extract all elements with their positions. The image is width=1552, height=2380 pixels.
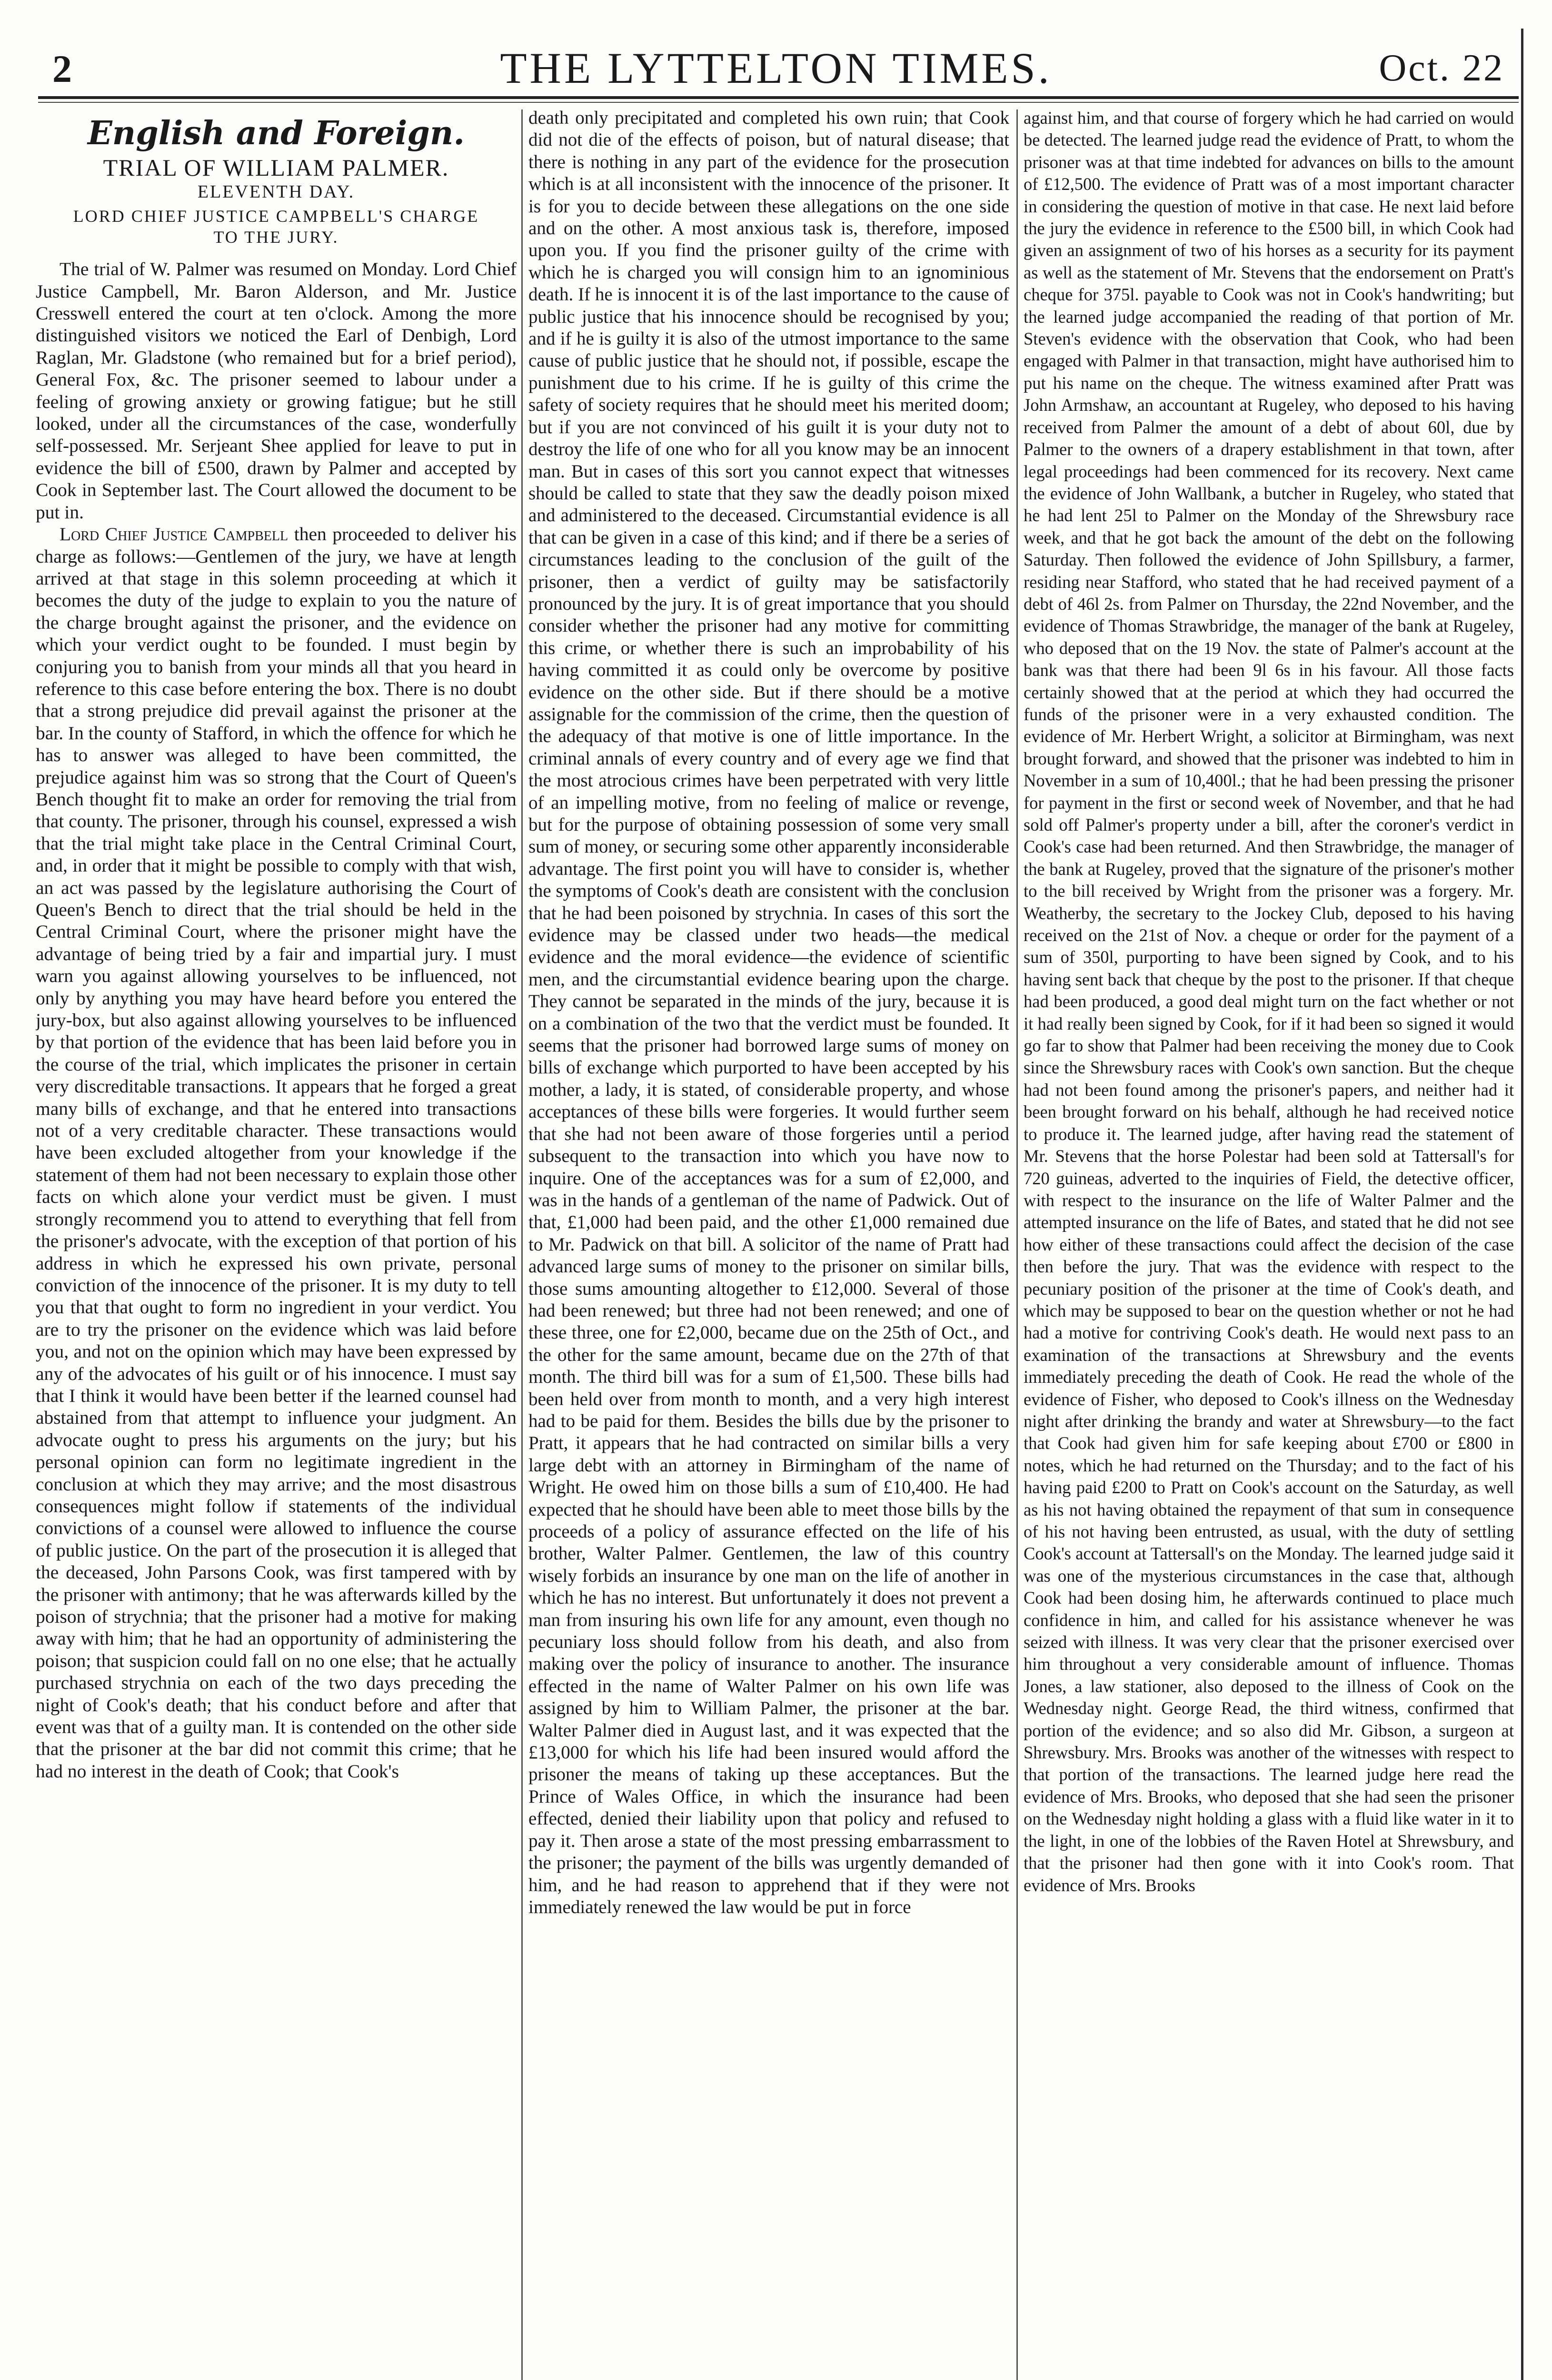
article-subtitle: LORD CHIEF JUSTICE CAMPBELL'S CHARGE TO THE JURY. — [73, 207, 479, 247]
column-1 — [36, 107, 517, 2380]
speaker-name: Lord Chief Justice Campbell — [60, 524, 289, 545]
article-paragraph: death only precipitated and completed his own ruin; that Cook did not die of the effects of poison, but of natural disease; that there is nothing in any part of the evidence for the prosecution which is at all inconsistent with the innocence of the prisoner. It is for you to decide between these allegations on the one side and on the other. A most anxious task is, therefore, imposed upon you. If you find the prisoner guilty of the crime with which he is charged you will consign him to an ignominious death. If he is innocent it is of the last importance to the cause of public justice that his innocence should be recognised by you; and if he is guilty it is also of the utmost importance to the same cause of public justice that he should not, if possible, escape the punishment due to his crime. If he is guilty of this crime the safety of society requires that he should meet his merited doom; but if you are not convinced of his guilt it is your duty not to destroy the life of one who for all you know may be an innocent man. But in cases of this sort you cannot expect that witnesses should be called to state that they saw the deadly poison mixed and administered to the deceased. Circumstantial evidence is all that can be given in a case of this kind; and if there be a series of circumstances leading to the conclusion of the guilt of the prisoner, then a verdict of guilty may be satisfactorily pronounced by the jury. It is of great importance that you should consider whether the prisoner had any motive for committing this crime, or whether there is such an improbability of his having committed it as could only be overcome by positive evidence on the other side. But if there should be a motive assignable for the commission of the crime, then the question of the adequacy of that motive is one of little importance. In the criminal annals of every country and of every age we find that the most atrocious crimes have been perpetrated with very little of an impelling motive, from no feeling of malice or revenge, but for the purpose of obtaining possession of some very small sum of money, or securing some other apparently inconsiderable advantage. The first point you will have to consider is, whether the symptoms of Cook's death are consistent with the conclusion that he had been poisoned by strychnia. In cases of this sort the evidence may be classed under two heads—the medical evidence and the moral evidence—the evidence of scientific men, and the circumstantial evidence bearing upon the charge. They cannot be separated in the minds of the jury, because it is on a combination of the two that the verdict must be founded. It seems that the prisoner had borrowed large sums of money on bills of exchange which purported to have been accepted by his mother, a lady, it is stated, of considerable property, and whose acceptances of these bills were forgeries. It would further seem that she had not been aware of those forgeries until a period subsequent to the transaction into which you have now to inquire. One of the acceptances was for a sum of £2,000, and was in the hands of a gentleman of the name of Padwick. Out of that, £1,000 had been paid, and the other £1,000 remained due to Mr. Padwick on that bill. A solicitor of the name of Pratt had advanced large sums of money to the prisoner on similar bills, those sums amounting altogether to £12,000. Several of those had been renewed; but three had not been renewed; and one of these three, one for £2,000, became due on the 25th of Oct., and the other for the same amount, became due on the 27th of that month. The third bill was for a sum of £1,500. These bills had been held over from month to month, and a very high interest had to be paid for them. Besides the bills due by the prisoner to Pratt, it appears that he had contracted on similar bills a very large debt with an attorney in Birmingham of the name of Wright. He owed him on those bills a sum of £10,400. He had expected that he should have been able to meet those bills by the proceeds of a policy of assurance effected on the life of his brother, Walter Palmer. Gentlemen, the law of this country wisely forbids an insurance by one man on the life of another in which he has no interest. But unfortunately it does not prevent a man from insuring his own life for any amount, even though no pecuniary loss should follow from his death, and also from making over the policy of insurance to another. The insurance effected in the name of Walter Palmer on his own life was assigned by him to William Palmer, the prisoner at the bar. Walter Palmer died in August last, and it was expected that the £13,000 for which his life had been insured would afford the prisoner the means of taking up these acceptances. But the Prince of Wales Office, in which the insurance had been effected, denied their liability upon that policy and refused to pay it. Then arose a state of the most pressing embarrassment to the prisoner; the payment of the bills was urgently demanded of him, and he had reason to apprehend that if they were not immediately renewed the law would be put in force — [528, 108, 1009, 1917]
section-heading: English and Foreign. — [87, 114, 465, 152]
column-3 — [1024, 107, 1514, 2380]
article-paragraph: The trial of W. Palmer was resumed on Monday. Lord Chief Justice Campbell, Mr. Baron Alderson, and Mr. Justice Cresswell entered the court at ten o'clock. Among the more distinguished visitors we noticed the Earl of Denbigh, Lord Raglan, Mr. Gladstone (who remained but for a brief period), General Fox, &c. The prisoner seemed to labour under a feeling of growing anxiety or growing fatigue; but he still looked, under all the circumstances of the case, wonderfully self-possessed. Mr. Serjeant Shee applied for leave to put in evidence the bill of £500, drawn by Palmer and accepted by Cook in September last. The Court allowed the document to be put in. — [36, 258, 517, 523]
article-day: ELEVENTH DAY. — [197, 181, 355, 202]
paragraph-text: then proceeded to deliver his charge as follows:—Gentlemen of the jury, we have at length arrived at that stage in this solemn proceeding at which it becomes the duty of the judge to explain to you the nature of the charge brought against the prisoner, and the evidence on which your verdict ought to be founded. I must begin by conjuring you to banish from your minds all that you heard in reference to this case before entering the box. There is no doubt that a strong prejudice did prevail against the prisoner at the bar. In the county of Stafford, in which the offence for which he has to answer was alleged to have been committed, the prejudice against him was so strong that the Court of Queen's Bench thought fit to make an order for removing the trial from that county. The prisoner, through his counsel, expressed a wish that the trial might take place in the Central Criminal Court, and, in order that it might be possible to comply with that wish, an act was passed by the legislature authorising the Court of Queen's Bench to direct that the trial should be held in the Central Criminal Court, where the prisoner might have the advantage of being tried by a fair and impartial jury. I must warn you against allowing yourselves to be influenced, not only by anything you may have heard before you entered the jury-box, but also against allowing yourselves to be influenced by that portion of the evidence that has been laid before you in the course of the trial, which implicates the prisoner in certain very discreditable transactions. It appears that he forged a great many bills of exchange, and that he entered into transactions not of a very creditable character. These transactions would have been excluded altogether from your knowledge if the statement of them had not been necessary to explain those other facts on which alone your verdict must be given. I must strongly recommend you to attend to everything that fell from the prisoner's advocate, with the exception of that portion of his address in which he expressed his own private, personal conviction of the innocence of the prisoner. It is my duty to tell you that that ought to form no ingredient in your verdict. You are to try the prisoner on the evidence which was laid before you, and not on the opinion which may have been expressed by any of the advocates of his guilt or of his innocence. I must say that I think it would have been better if the learned counsel had abstained from that attempt to influence your judgment. An advocate ought to press his arguments on the jury; but his personal opinion can form no legitimate ingredient in the conclusion at which they may arrive; and the most disastrous consequences might follow if statements of the individual convictions of a counsel were allowed to influence the course of public justice. On the part of the prosecution it is alleged that the deceased, John Parsons Cook, was first tampered with by the prisoner with antimony; that he was afterwards killed by the poison of strychnia; that the prisoner had a motive for making away with him; that he had an opportunity of administering the poison; that suspicion could fall on no one else; that he actually purchased strychnia on each of the two days preceding the night of Cook's death; that his conduct before and after that event was that of a guilty man. It is contended on the other side that the prisoner at the bar did not commit this crime; that he had no interest in the death of Cook; that Cook's — [36, 524, 517, 1782]
column-divider — [1016, 109, 1018, 2380]
masthead — [33, 38, 1519, 90]
issue-date: Oct. 22 — [1379, 47, 1504, 89]
masthead-rule-thin — [38, 102, 1519, 103]
newspaper-title: THE LYTTELTON TIMES. — [500, 44, 1052, 92]
column-2 — [528, 107, 1009, 2380]
page-edge-rule — [1521, 29, 1523, 2380]
page-number: 2 — [52, 47, 72, 90]
article-paragraph — [36, 523, 517, 1782]
article-title: TRIAL OF WILLIAM PALMER. — [103, 154, 449, 181]
column-divider — [521, 109, 523, 2380]
masthead-rule — [38, 96, 1519, 99]
article-paragraph: against him, and that course of forgery which he had carried on would be detected. The learned judge read the evidence of Pratt, to whom the prisoner was at that time indebted for advances on bills to the amount of £12,500. The evidence of Pratt was of a most important character in considering the question of motive in that case. He next laid before the jury the evidence in reference to the £500 bill, in which Cook had given an assignment of two of his horses as a security for its payment as well as the statement of Mr. Stevens that the endorsement on Pratt's cheque for 375l. payable to Cook was not in Cook's handwriting; but the learned judge accompanied the reading of that portion of Mr. Steven's evidence with the observation that Cook, who had been engaged with Palmer in that transaction, might have authorised him to put his name on the cheque. The witness examined after Pratt was John Armshaw, an accountant at Rugeley, who deposed to his having received from Palmer the amount of a debt of about 60l, due by Palmer to the owners of a drapery establishment in that town, after legal proceedings had been commenced for its recovery. Next came the evidence of John Wallbank, a butcher in Rugeley, who stated that he had lent 25l to Palmer on the Monday of the Shrewsbury race week, and that he got back the amount of the debt on the following Saturday. Then followed the evidence of John Spillsbury, a farmer, residing near Stafford, who stated that he had received payment of a debt of 46l 2s. from Palmer on Thursday, the 22nd November, and the evidence of Thomas Strawbridge, the manager of the bank at Rugeley, who deposed that on the 19 Nov. the state of Palmer's account at the bank was that there had been 9l 6s in his favour. All those facts certainly showed that at the period at which they had occurred the funds of the prisoner were in a very exhausted condition. The evidence of Mr. Herbert Wright, a solicitor at Birmingham, was next brought forward, and showed that the prisoner was indebted to him in November in a sum of 10,400l.; that he had been pressing the prisoner for payment in the first or second week of November, and that he had sold off Palmer's property under a bill, after the coroner's verdict in Cook's case had been returned. And then Strawbridge, the manager of the bank at Rugeley, proved that the signature of the prisoner's mother to the bill received by Wright from the prisoner was a forgery. Mr. Weatherby, the secretary to the Jockey Club, deposed to his having received on the 21st of Nov. a cheque or order for the payment of a sum of 350l, purporting to have been signed by Cook, and to his having sent back that cheque by the post to the prisoner. If that cheque had been produced, a good deal might turn on the fact whether or not it had really been signed by Cook, for if it had been so signed it would go far to show that Palmer had been receiving the money due to Cook since the Shrewsbury races with Cook's own sanction. But the cheque had not been found among the prisoner's papers, and neither had it been brought forward on his behalf, although he had received notice to produce it. The learned judge, after having read the statement of Mr. Stevens that the horse Polestar had been sold at Tattersall's for 720 guineas, adverted to the inquiries of Field, the detective officer, with respect to the insurance on the life of Walter Palmer and the attempted insurance on the life of Bates, and stated that he did not see how either of these transactions could affect the decision of the case then before the jury. That was the evidence with respect to the pecuniary position of the prisoner at the time of Cook's death, and which may be supposed to bear on the question whether or not he had had a motive for contriving Cook's death. He would next pass to an examination of the transactions at Shrewsbury and the events immediately preceding the death of Cook. He read the whole of the evidence of Fisher, who deposed to Cook's illness on the Wednesday night after drinking the brandy and water at Shrewsbury—to the fact that Cook had given him for safe keeping about £700 or £800 in notes, which he had returned on the Thursday; and to the fact of his having paid £200 to Pratt on Cook's account on the Saturday, as well as his not having obtained the repayment of that sum in consequence of his not having been entrusted, as usual, with the duty of settling Cook's account at Tattersall's on the Monday. The learned judge said it was one of the mysterious circumstances in the case that, although Cook had been dosing him, he afterwards continued to place much confidence in him, and called for his assistance whenever he was seized with illness. It was very clear that the prisoner exercised over him throughout a very considerable amount of influence. Thomas Jones, a law stationer, also deposed to the illness of Cook on the Wednesday night. George Read, the third witness, confirmed that portion of the evidence; and so also did Mr. Gibson, a surgeon at Shrewsbury. Mrs. Brooks was another of the witnesses with respect to that portion of the transactions. The learned judge here read the evidence of Mrs. Brooks, who deposed that she had seen the prisoner on the Wednesday night holding a glass with a fluid like water in it to the light, in one of the lobbies of the Raven Hotel at Shrewsbury, and that the prisoner had then gone with it into Cook's room. That evidence of Mrs. Brooks — [1024, 108, 1514, 1895]
